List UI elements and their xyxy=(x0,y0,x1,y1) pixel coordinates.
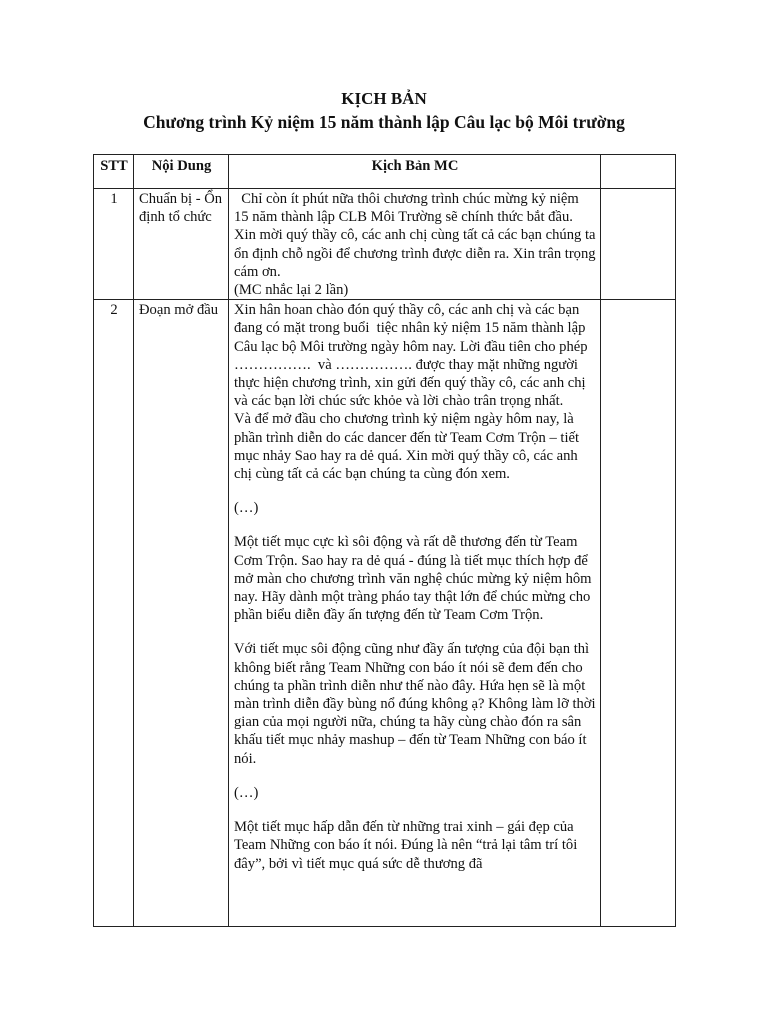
header-noi-dung: Nội Dung xyxy=(134,155,229,189)
header-stt: STT xyxy=(94,155,134,189)
row-stt: 1 xyxy=(94,189,134,300)
document-title: KỊCH BẢN xyxy=(341,89,427,108)
script-paragraph: Xin hân hoan chào đón quý thầy cô, các anh chị và các bạn đang có mặt trong buổi tiệc nhân kỷ niệm 15 năm thành lập Câu lạc bộ Môi trường ngày hôm nay. Lời đầu tiên cho phép ……………. và ……………. được thay mặt những người thực hiện chương trình, xin gửi đến quý thầy cô, các anh chị và các bạn lời chúc sức khỏe và lời chào trân trọng nhất. xyxy=(234,302,593,410)
row-kich-ban xyxy=(229,189,601,300)
document-subtitle: Chương trình Kỷ niệm 15 năm thành lập Câu lạc bộ Môi trường xyxy=(143,112,625,132)
script-paragraph: Một tiết mục hấp dẫn đến từ những trai xinh – gái đẹp của Team Những con báo ít nói. Đúng là nên “trả lại tâm trí tôi đây”, bởi vì tiết mục quá sức dễ thương đã xyxy=(234,819,578,872)
script-paragraph: (…) xyxy=(234,784,259,801)
script-table xyxy=(93,154,676,927)
table-row xyxy=(94,189,676,300)
script-paragraph: Một tiết mục cực kì sôi động và rất dễ thương đến từ Team Cơm Trộn. Sao hay ra dẻ quá - đúng là tiết mục thích hợp để mở màn cho chương trình văn nghệ chúc mừng kỷ niệm hôm nay. Hãy dành một tràng pháo tay thật lớn để chúc mừng cho phần biểu diễn đầy ấn tượng đến từ Team Cơm Trộn. xyxy=(234,534,592,624)
header-kich-ban: Kịch Bản MC xyxy=(229,155,601,189)
table-row xyxy=(94,300,676,927)
table-header-row xyxy=(94,155,676,189)
script-paragraph: Với tiết mục sôi động cũng như đầy ấn tượng của đội bạn thì không biết rằng Team Những con báo ít nói sẽ đem đến cho chúng ta phần trình diễn như thế nào đây. Hứa hẹn sẽ là một màn trình diễn đầy bùng nổ đúng không ạ? Không làm lỡ thời gian của mọi người nữa, chúng ta hãy cùng chào đón ra sân khấu tiết mục nhảy mashup – đến từ Team Những con báo ít nói. xyxy=(234,641,596,767)
script-paragraph: Chỉ còn ít phút nữa thôi chương trình chúc mừng kỷ niệm 15 năm thành lập CLB Môi Trường sẽ chính thức bắt đầu. Xin mời quý thầy cô, các anh chị cùng tất cả các bạn chúng ta ổn định chỗ ngồi để chương trình được diễn ra. Xin trân trọng cám ơn. xyxy=(234,191,600,280)
row-noi-dung: Chuẩn bị - Ổn định tổ chức xyxy=(134,189,229,300)
script-paragraph: (…) xyxy=(234,500,259,517)
row-noi-dung: Đoạn mở đầu xyxy=(134,300,229,927)
row-extra-cell xyxy=(601,300,676,927)
script-text-block xyxy=(234,301,596,926)
row-extra-cell xyxy=(601,189,676,300)
script-paragraph: (MC nhắc lại 2 lần) xyxy=(234,282,349,299)
row-kich-ban xyxy=(229,300,601,927)
script-paragraph: Và để mở đầu cho chương trình kỷ niệm ngày hôm nay, là phần trình diễn do các dancer đến từ Team Cơm Trộn – tiết mục nhảy Sao hay ra dẻ quá. Xin mời quý thầy cô, các anh chị cùng tất cả các bạn chúng ta cùng đón xem. xyxy=(234,411,580,483)
row-stt: 2 xyxy=(94,300,134,927)
header-extra xyxy=(601,155,676,189)
